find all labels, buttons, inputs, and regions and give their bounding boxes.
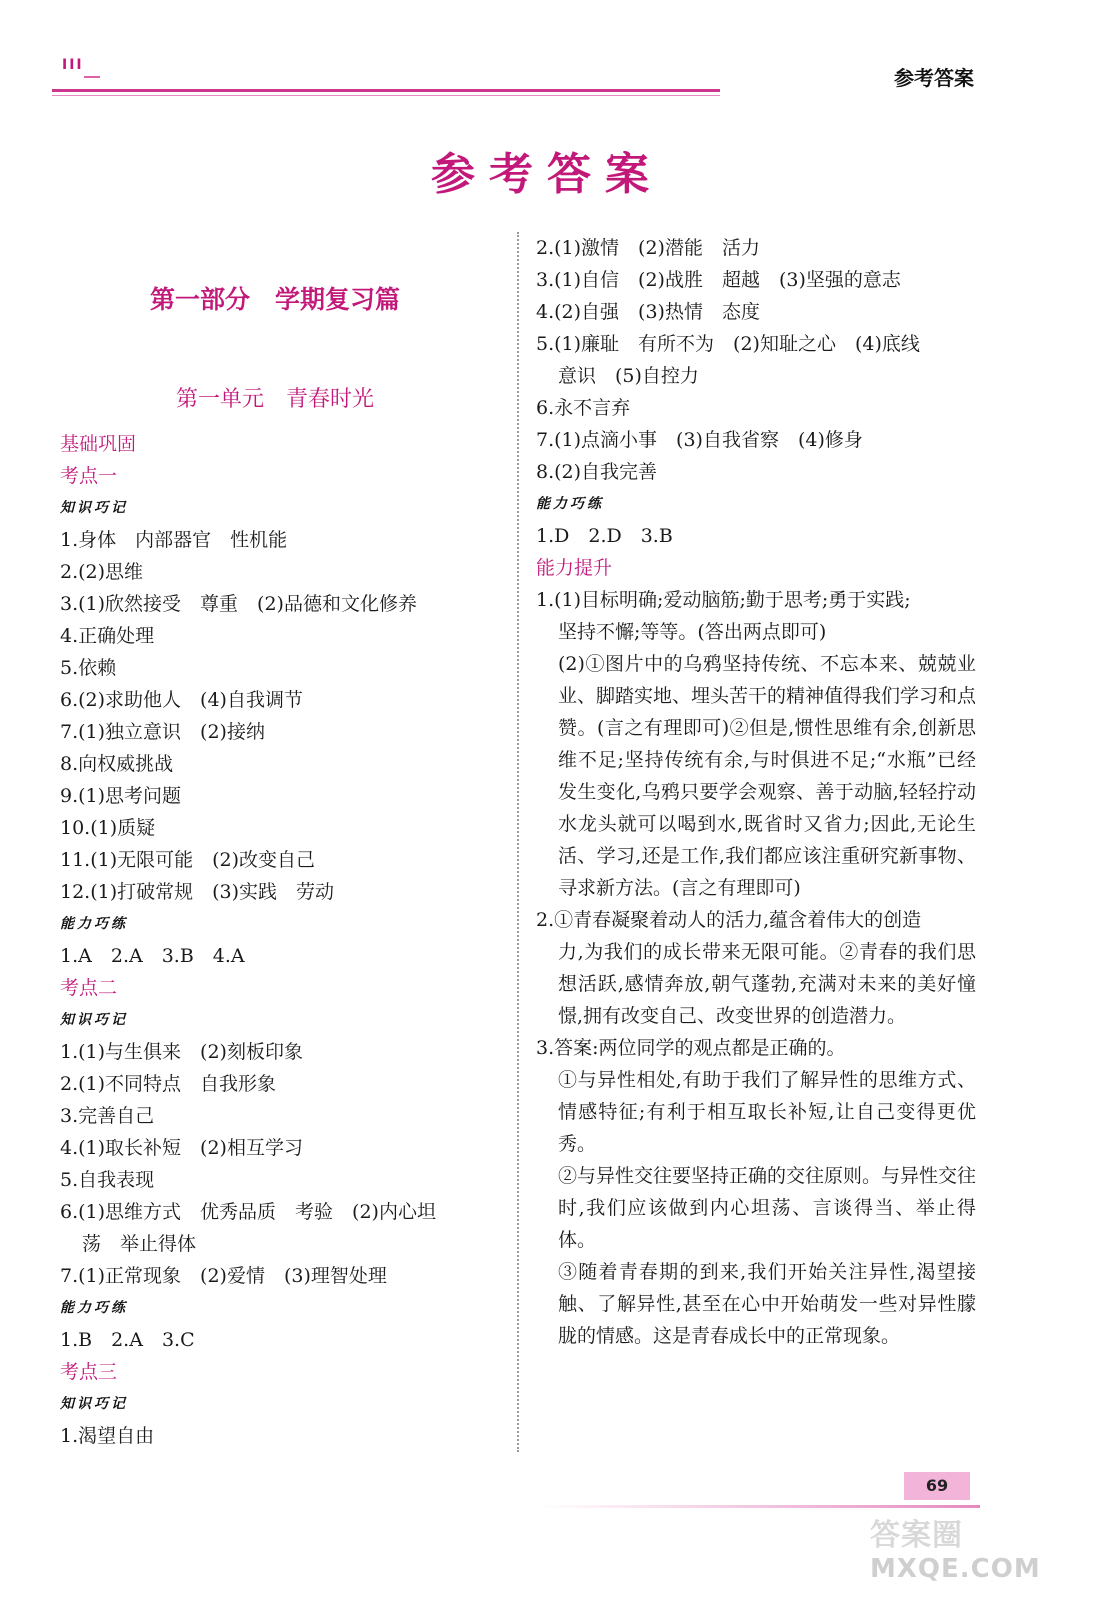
right-column [536,232,976,1352]
answer-line: 2.(2)思维 [60,561,144,583]
answer-line: 7.(1)独立意识 (2)接纳 [60,721,265,743]
answer-line: 6.(1)思维方式 优秀品质 考验 (2)内心坦 [60,1201,436,1223]
answer-line: 1.身体 内部器官 性机能 [60,529,288,551]
answer-line: 10.(1)质疑 [60,817,156,839]
answer-line: 6.(2)求助他人 (4)自我调节 [60,689,303,711]
answer-line: ③随着青春期的到来,我们开始关注异性,渴望接触、了解异性,甚至在心中开始萌发一些对异性朦胧的情感。这是青春成长中的正常现象。 [558,1261,976,1347]
answer-line: 4.正确处理 [60,625,155,647]
answer-line: 1.A 2.A 3.B 4.A [60,945,245,967]
answer-line: 3.答案:两位同学的观点都是正确的。 [536,1037,846,1059]
section-heading: 考点二 [60,977,118,999]
page-number: 69 [904,1472,970,1500]
header-rule-thin [52,95,720,96]
footer-rule [540,1505,980,1508]
subsection-label: 能力巧练 [60,1300,128,1316]
answer-line: 3.(1)欣然接受 尊重 (2)品德和文化修养 [60,593,417,615]
answer-line: 7.(1)正常现象 (2)爱情 (3)理智处理 [60,1265,387,1287]
answer-line: (2)①图片中的乌鸦坚持传统、不忘本来、兢兢业业、脚踏实地、埋头苦干的精神值得我们学习和点赞。(言之有理即可)②但是,惯性思维有余,创新思维不足;坚持传统有余,与时俱进不足;“水瓶”已经发生变化,乌鸦只要学会观察、善于动脑,轻轻拧动水龙头就可以喝到水,既省时又省力;因此,无论生活、学习,还是工作,我们都应该注重研究新事物、寻求新方法。(言之有理即可) [558,653,977,899]
answer-line: 2.(1)激情 (2)潜能 活力 [536,237,760,259]
answer-line: 2.①青春凝聚着动人的活力,蕴含着伟大的创造 [536,909,922,931]
answer-line: 3.(1)自信 (2)战胜 超越 (3)坚强的意志 [536,269,901,291]
answer-line: 1.(1)目标明确;爱动脑筋;勤于思考;勇于实践; [536,589,911,611]
answer-line: 6.永不言弃 [536,397,631,419]
answer-line: 1.渴望自由 [60,1425,155,1447]
section-heading: 能力提升 [536,557,613,579]
subsection-label: 能力巧练 [60,916,128,932]
subsection-label: 能力巧练 [536,496,604,512]
answer-line: 荡 举止得体 [82,1233,197,1255]
answer-line: 4.(2)自强 (3)热情 态度 [536,301,760,323]
answer-line: 11.(1)无限可能 (2)改变自己 [60,849,316,871]
watermark-logo: 答案圈 [870,1518,963,1553]
answer-line: 1.D 2.D 3.B [536,525,673,547]
answer-line: 12.(1)打破常规 (3)实践 劳动 [60,881,335,903]
subsection-label: 知识巧记 [60,1396,128,1412]
answer-line: 3.完善自己 [60,1105,155,1127]
answer-line: 坚持不懈;等等。(答出两点即可) [558,621,827,643]
answer-line: 5.(1)廉耻 有所不为 (2)知耻之心 (4)底线 [536,333,920,355]
answer-line: 9.(1)思考问题 [60,785,182,807]
corner-dash [84,76,100,78]
unit-title: 第一单元 青春时光 [175,387,374,412]
watermark [870,1510,1070,1584]
section-heading: 基础巩固 [60,433,137,455]
answer-line: 4.(1)取长补短 (2)相互学习 [60,1137,303,1159]
answer-line: ②与异性交往要坚持正确的交往原则。与异性交往时,我们应该做到内心坦荡、言谈得当、举止得体。 [558,1165,977,1251]
subsection-label: 知识巧记 [60,500,128,516]
answer-line: 1.B 2.A 3.C [60,1329,195,1351]
section-heading: 考点一 [60,465,118,487]
answer-line: 1.(1)与生俱来 (2)刻板印象 [60,1041,303,1063]
section-heading: 考点三 [60,1361,118,1383]
answer-line: 2.(1)不同特点 自我形象 [60,1073,277,1095]
answer-line: 力,为我们的成长带来无限可能。②青春的我们思想活跃,感情奔放,朝气蓬勃,充满对未来的美好憧憬,拥有改变自己、改变世界的创造潜力。 [558,941,976,1027]
answer-line: 意识 (5)自控力 [558,365,699,387]
running-header: 参考答案 [894,66,974,90]
corner-bars-icon: III [62,57,84,73]
answer-line: 7.(1)点滴小事 (3)自我省察 (4)修身 [536,429,863,451]
page-title: 参考答案 [431,149,663,200]
answer-line: ①与异性相处,有助于我们了解异性的思维方式、情感特征;有利于相互取长补短,让自己变得更优秀。 [558,1069,976,1155]
part-title: 第一部分 学期复习篇 [149,285,400,314]
left-column [60,428,500,1452]
header-rule [52,89,720,92]
answer-line: 8.向权威挑战 [60,753,174,775]
answer-line: 5.依赖 [60,657,117,679]
corner-mark [62,58,100,78]
answer-line: 5.自我表现 [60,1169,155,1191]
answer-line: 8.(2)自我完善 [536,461,658,483]
subsection-label: 知识巧记 [60,1012,128,1028]
watermark-url: MXQE.COM [870,1554,1041,1584]
column-divider [517,232,519,1452]
